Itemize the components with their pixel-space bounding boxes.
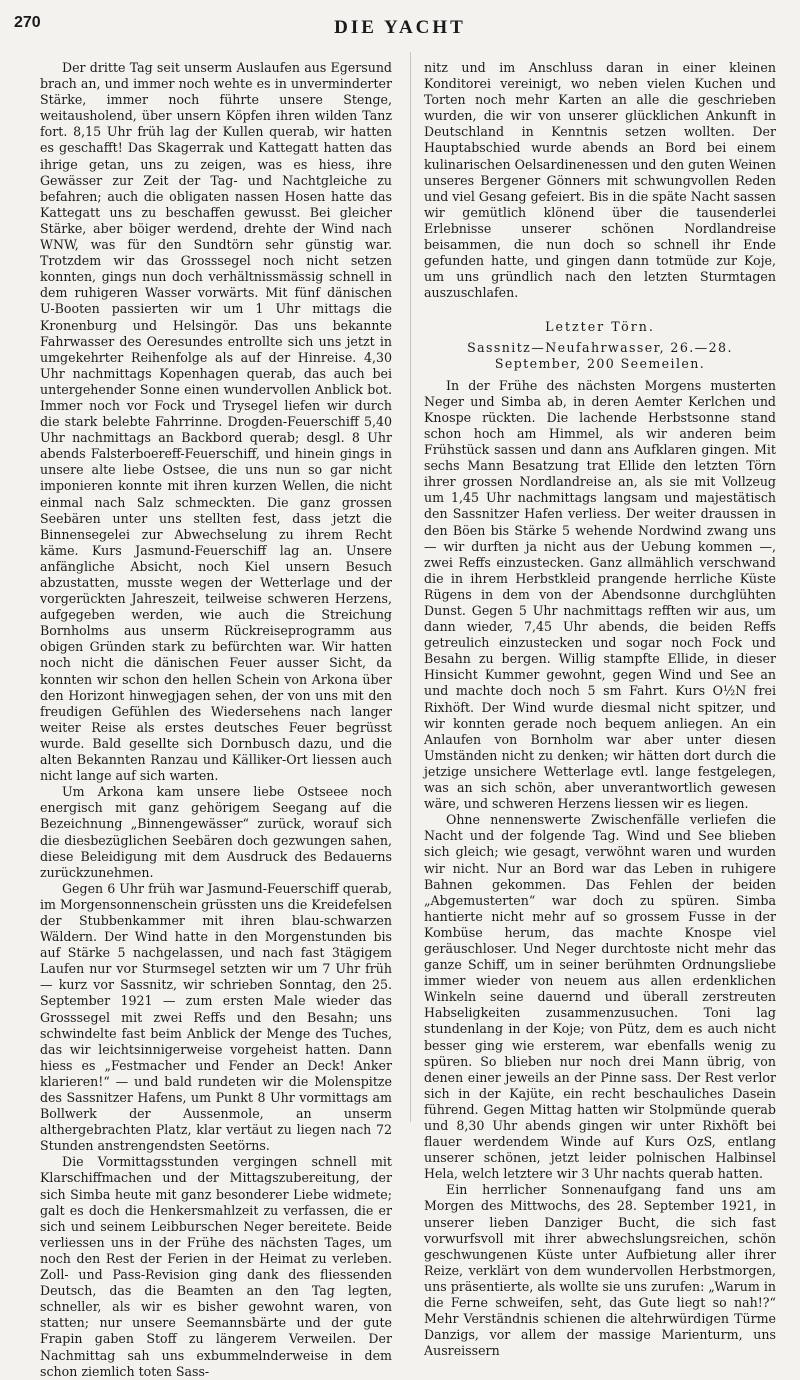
paragraph: Der dritte Tag seit unserm Auslaufen aus Egersund brach an, und immer noch wehte es in unverminderter Stärke, immer noch führte unsere Stenge, weitausholend, über unsern Köpfen ihren wilden Tanz fort. 8,15 Uhr früh lag der Kullen querab, wir hatten es geschafft! Das Skagerrak und Kattegatt hatten das ihrige getan, uns zu zeigen, was es hiess, ihre Gewässer zur Zeit der Tag- und Nachtgleiche zu befahren; auch die obligaten nassen Hosen hatte das Kattegatt uns zu beschaffen gewusst. Bei gleicher Stärke, aber böiger werdend, drehte der Wind nach WNW, was für den Sundtörn sehr günstig war. Trotzdem wir das Grosssegel noch nicht setzen konnten, gings nun doch verhältnissmässig schnell in dem ruhigeren Wasser vorwärts. Mit fünf dänischen U-Booten passierten wir um 1 Uhr mittags die Kronenburg und Helsingör. Das uns bekannte Fahrwasser des Oeresundes entrollte sich uns jetzt in umgekehrter Reihenfolge als auf der Hinreise. 4,30 Uhr nachmittags Kopenhagen querab, das auch bei untergehender Sonne einen wundervollen Anblick bot. Immer noch vor Fock und Trysegel liefen wir durch die stark belebte Fahrrinne. Drogden-Feuerschiff 5,40 Uhr nachmittags an Backbord querab; desgl. 8 Uhr abends Falsterboereff-Feuerschiff, und hinein gings in unsere alte liebe Ostsee, die uns nun so gar nicht imponieren konnte mit ihren kurzen Wellen, die nicht einmal nach Salz schmeckten. Die ganz grossen Seebären unter uns stellten fest, dass jetzt die Binnensegelei zur Abwechselung zu ihrem Recht käme. Kurs Jasmund-Feuerschiff lag an. Unsere anfängliche Absicht, noch Kiel unsern Besuch abzustatten, musste wegen der Wetterlage und der vorgerückten Jahreszeit, teilweise schweren Herzens, aufgegeben werden, wie auch die Streichung Bornholms aus unserm Rückreiseprogramm aus obigen Gründen stark zu befürchten war. Wir hatten noch nicht die dänischen Feuer ausser Sicht, da konnten wir schon den hellen Schein von Arkona über den Horizont hinwegjagen sehen, der von uns mit den freudigen Gefühlen des Wiedersehens nach langer weiter Reise als erstes deutsches Feuer begrüsst wurde. Bald gesellte sich Dornbusch dazu, und die alten Bekannten Ranzau und Källiker-Ort liessen auch nicht lange auf sich warten. [40, 60, 392, 784]
section-title: Letzter Törn. [545, 319, 655, 335]
paragraph-continuation: nitz und im Anschluss daran in einer kleinen Konditorei vereinigt, wo neben vielen Kuchen und Torten noch mehr Karten an alle die geschrieben wurden, die wir von unserer glücklichen Ankunft in Deutschland in Kenntnis setzen wollten. Der Hauptabschied wurde abends an Bord bei einem kulinarischen Oelsardinenessen und den guten Weinen unseres Bergener Gönners mit schwungvollen Reden und viel Gesang gefeiert. Bis in die späte Nacht sassen wir gemütlich klönend über die tausenderlei Erlebnisse unserer schönen Nordlandreise beisammen, die nun doch so schnell ihr Ende gefunden hatte, und gingen dann totmüde zur Koje, um uns gründlich nach den letzten Sturmtagen auszuschlafen. [424, 60, 776, 301]
paragraph: Um Arkona kam unsere liebe Ostseee noch energisch mit ganz gehörigem Seegang auf die Bezeichnung „Binnengewässer“ zurück, worauf sich die diesbezüglichen Seebären doch gezwungen sahen, diese Beleidigung mit dem Ausdruck des Bedauerns zurückzunehmen. [40, 784, 392, 880]
section-subtitle: Sassnitz—Neufahrwasser, 26.—28. September, 200 Seemeilen. [467, 339, 733, 371]
paragraph: Gegen 6 Uhr früh war Jasmund-Feuerschiff querab, im Morgensonnenschein grüssten uns die Kreidefelsen der Stubbenkammer mit ihren blau-schwarzen Wäldern. Der Wind hatte in den Morgenstunden bis auf Stärke 5 nachgelassen, und nach fast 3tägigem Laufen nur vor Sturmsegel setzten wir um 7 Uhr früh — kurz vor Sassnitz, wir schrieben Sonntag, den 25. September 1921 — zum ersten Male wieder das Grosssegel mit zwei Reffs und den Besahn; uns schwindelte fast beim Anblick der Menge des Tuches, das wir leichtsinnigerweise vorgeheist hatten. Dann hiess es „Festmacher und Fender an Deck! Anker klarieren!“ — und bald rundeten wir die Molenspitze des Sassnitzer Hafens, um Punkt 8 Uhr vormittags am Bollwerk der Aussenmole, an unserm althergebrachten Platz, klar vertäut zu liegen nach 72 Stunden anstrengendsten Seetörns. [40, 880, 392, 1154]
paragraph: Ein herrlicher Sonnenaufgang fand uns am Morgen des Mittwochs, des 28. September 1921, in unserer lieben Danziger Bucht, die sich fast vorwurfsvoll mit ihrer abwechslungsreichen, schön geschwungenen Küste unter Aufbietung aller ihrer Reize, verklärt von dem wundervollen Herbstmorgen, uns präsentierte, als wollte sie uns zurufen: „Warum in die Ferne schweifen, seht, das Gute liegt so nah!?“ Mehr Verständnis schienen die altehrwürdigen Türme Danzigs, vor allem der massige Marienturm, uns Ausreissern [424, 1182, 776, 1359]
paragraph: Die Vormittagsstunden vergingen schnell mit Klarschiffmachen und der Mittagszubereitung, der sich Simba heute mit ganz besonderer Liebe widmete; galt es doch die Henkersmahlzeit zu verfassen, die er sich und seinem Leibburschen Neger bereitete. Beide verliessen uns in der Frühe des nächsten Tages, um noch den Rest der Ferien in der Heimat zu verleben. Zoll- und Pass-Revision ging dank des fliessenden Deutsch, das die Beamten an den Tag legten, schneller, als wir es bisher gewohnt waren, von statten; nur unsere Seemannsbärte und der gute Frapin gaben Stoff zu längerem Verweilen. Der Nachmittag sah uns exbummelnderweise in dem schon ziemlich toten Sass- [40, 1154, 392, 1379]
paragraph: In der Frühe des nächsten Morgens musterten Neger und Simba ab, in deren Aemter Kerlchen und Knospe rückten. Die lachende Herbstsonne stand schon hoch am Himmel, als wir anderen beim Frühstück sassen und dann ans Aufklaren gingen. Mit sechs Mann Besatzung trat Ellide den letzten Törn ihrer grossen Nordlandreise an, als sie mit Vollzeug um 1,45 Uhr nachmittags langsam und majestätisch den Sassnitzer Hafen verliess. Der weiter draussen in den Böen bis Stärke 5 wehende Nordwind zwang uns — wir durften ja nicht aus der Uebung kommen —, zwei Reffs einzustecken. Ganz allmählich verschwand die in ihrem Herbstkleid prangende herrliche Küste Rügens in dem von der Abendsonne durchglühten Dunst. Gegen 5 Uhr nachmittags refften wir aus, um dann wieder, 7,45 Uhr abends, die beiden Reffs getreulich einzustecken und sogar noch Fock und Besahn zu bergen. Willig stampfte Ellide, in dieser Hinsicht Kummer gewohnt, gegen Wind und See an und machte doch noch 5 sm Fahrt. Kurs O½N frei Rixhöft. Der Wind wurde diesmal nicht spitzer, und wir konnten gerade noch bequem anliegen. An ein Anlaufen von Bornholm war aber unter diesen Umständen nicht zu denken; wir hätten dort durch die jetzige unsichere Wetterlage evtl. lange festgelegen, was an sich schön, aber unverantwortlich gewesen wäre, und schweren Herzens liessen wir es liegen. [424, 377, 776, 812]
page-number: 270 [14, 14, 41, 31]
page-header [0, 14, 800, 44]
right-column [424, 60, 776, 1359]
journal-title: DIE YACHT [334, 17, 466, 38]
left-column [40, 60, 392, 1380]
column-divider [410, 52, 411, 1122]
paragraph: Ohne nennenswerte Zwischenfälle verliefen die Nacht und der folgende Tag. Wind und See blieben sich gleich; wie gesagt, verwöhnt waren und wurden wir nicht. Nur an Bord war das Leben in ruhigere Bahnen gekommen. Das Fehlen der beiden „Abgemusterten“ war doch zu spüren. Simba hantierte nicht mehr auf so grossem Fusse in der Kombüse herum, das machte Knospe viel geräuschloser. Und Neger durchtoste nicht mehr das ganze Schiff, um in seiner berühmten Ordnungsliebe immer wieder von neuem aus allen erdenklichen Winkeln seine dauernd und überall zerstreuten Habseligkeiten zusammenzusuchen. Toni lag stundenlang in der Koje; von Pütz, dem es auch nicht besser ging wie ersterem, war ebenfalls wenig zu spüren. So blieben nur noch drei Mann übrig, von denen einer jeweils an der Pinne sass. Der Rest verlor sich in der Kajüte, ein recht beschauliches Dasein führend. Gegen Mittag hatten wir Stolpmünde querab und 8,30 Uhr abends gingen wir unter Rixhöft bei flauer werdendem Winde auf Kurs OzS, entlang unserer schönen, jetzt leider polnischen Halbinsel Hela, welch letztere wir 3 Uhr nachts querab hatten. [424, 812, 776, 1182]
